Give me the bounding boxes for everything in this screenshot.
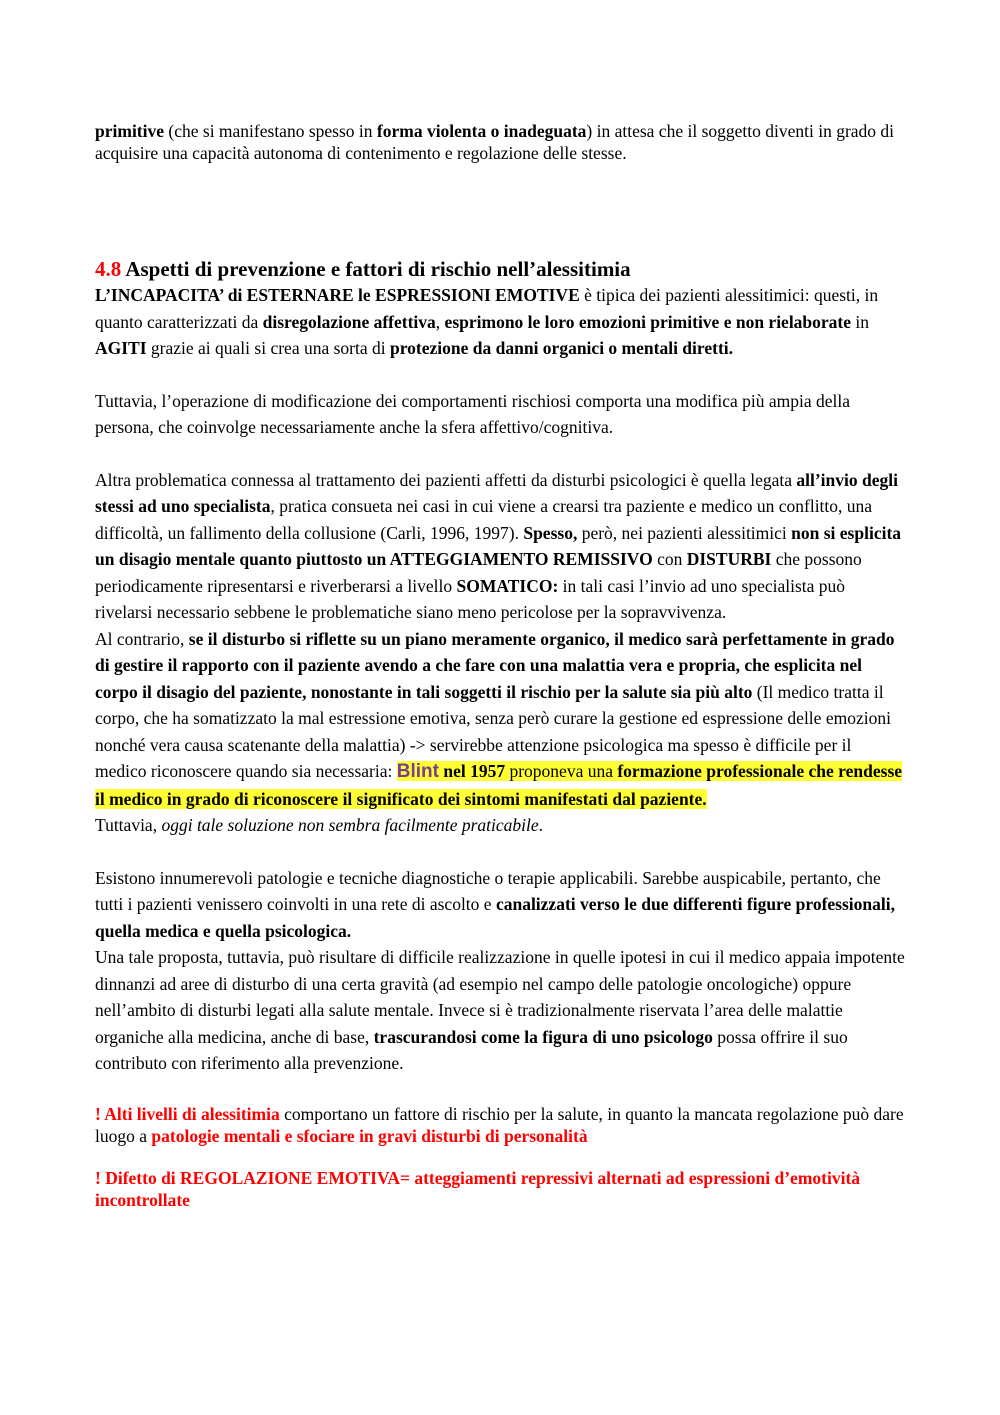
section-title: Aspetti di prevenzione e fattori di rischio nell’alessitimia [121,257,631,281]
document-page [95,120,905,1211]
note-regolazione-emotiva: ! Difetto di REGOLAZIONE EMOTIVA= atteggiamenti repressivi alternati ad espressioni d’emotività incontrollate [95,1167,861,1210]
paragraph-innumerevoli-patologie: Esistono innumerevoli patologie e tecniche diagnostiche o terapie applicabili. Sarebbe auspicabile, pertanto, che tutti i pazienti venissero coinvolti in una rete di ascolto e canalizzati verso le due differenti figure professionali, quella medica e quella psicologica. [95,867,895,941]
author-blint: Blint [396,761,439,782]
section-heading [95,256,905,282]
section-number: 4.8 [95,257,122,281]
intro-paragraph: primitive (che si manifestano spesso in forma violenta o inadeguata) in attesa che il soggetto diventi in grado di acquisire una capacità autonoma di contenimento e regolazione delle stesse. [95,121,895,163]
paragraph-al-contrario: Al contrario, se il disturbo si riflette su un piano meramente organico, il medico sarà perfettamente in grado di gestire il rapporto con il paziente avendo a che fare con una malattia vera e propria, che esplicita nel corpo il disagio del paziente, nonostante in tali soggetti il rischio per la salute sia più alto (Il medico tratta il corpo, che ha somatizzato la mal estressione emotiva, senza però curare la gestione ed espressione delle emozioni nonché vera causa scatenante della malattia) -> servirebbe attenzione psicologica ma spesso è difficile per il medico riconoscere quando sia necessaria: Blint nel 1957 proponeva una formazione professionale che rendesse il medico in grado di riconoscere il significato dei sintomi manifestati dal paziente. Tuttavia, oggi tale soluzione non sembra facilmente praticabile. [95,628,903,835]
paragraph-tale-proposta: Una tale proposta, tuttavia, può risultare di difficile realizzazione in quelle ipotesi in cui il medico appaia impotente dinnanzi ad aree di disturbo di una certa gravità (ad esempio nel campo delle patologie oncologiche) oppure nell’ambito di disturbi legati alla salute mentale. Invece si è tradizionalmente riservata l’area delle malattie organiche alla medicina, anche di base, trascurandosi come la figura di uno psicologo possa offrire il suo contributo con riferimento alla prevenzione. [95,947,905,1073]
paragraph-invio-specialista: Altra problematica connessa al trattamento dei pazienti affetti da disturbi psicologici è quella legata all’invio degli stessi ad uno specialista, pratica consueta nei casi in cui viene a crearsi tra paziente e medico un conflitto, una difficoltà, un fallimento della collusione (Carli, 1996, 1997). Spesso, però, nei pazienti alessitimici non si esplicita un disagio mentale quanto piuttosto un ATTEGGIAMENTO REMISSIVO con DISTURBI che possono periodicamente ripresentarsi e riverberarsi a livello SOMATICO: in tali casi l’invio ad uno specialista può rivelarsi necessario sebbene le problematiche siano meno pericolose per la sopravvivenza. [95,469,902,622]
paragraph-incapacita: L’INCAPACITA’ di ESTERNARE le ESPRESSIONI EMOTIVE è tipica dei pazienti alessitimici: questi, in quanto caratterizzati da disregolazione affettiva, esprimono le loro emozioni primitive e non rielaborate in AGITI grazie ai quali si crea una sorta di protezione da danni organici o mentali diretti. [95,285,879,358]
note-alessitimia-risk: ! Alti livelli di alessitimia comportano un fattore di rischio per la salute, in quanto la mancata regolazione può dare luogo a patologie mentali e sfociare in gravi disturbi di personalità [95,1103,904,1146]
highlighted-blint-passage: Blint nel 1957 proponeva una formazione professionale che rendesse il medico in grado di riconoscere il significato dei sintomi manifestati dal paziente. [95,761,903,809]
paragraph-modificazione: Tuttavia, l’operazione di modificazione dei comportamenti rischiosi comporta una modifica più ampia della persona, che coinvolge necessariamente anche la sfera affettivo/cognitiva. [95,390,851,437]
